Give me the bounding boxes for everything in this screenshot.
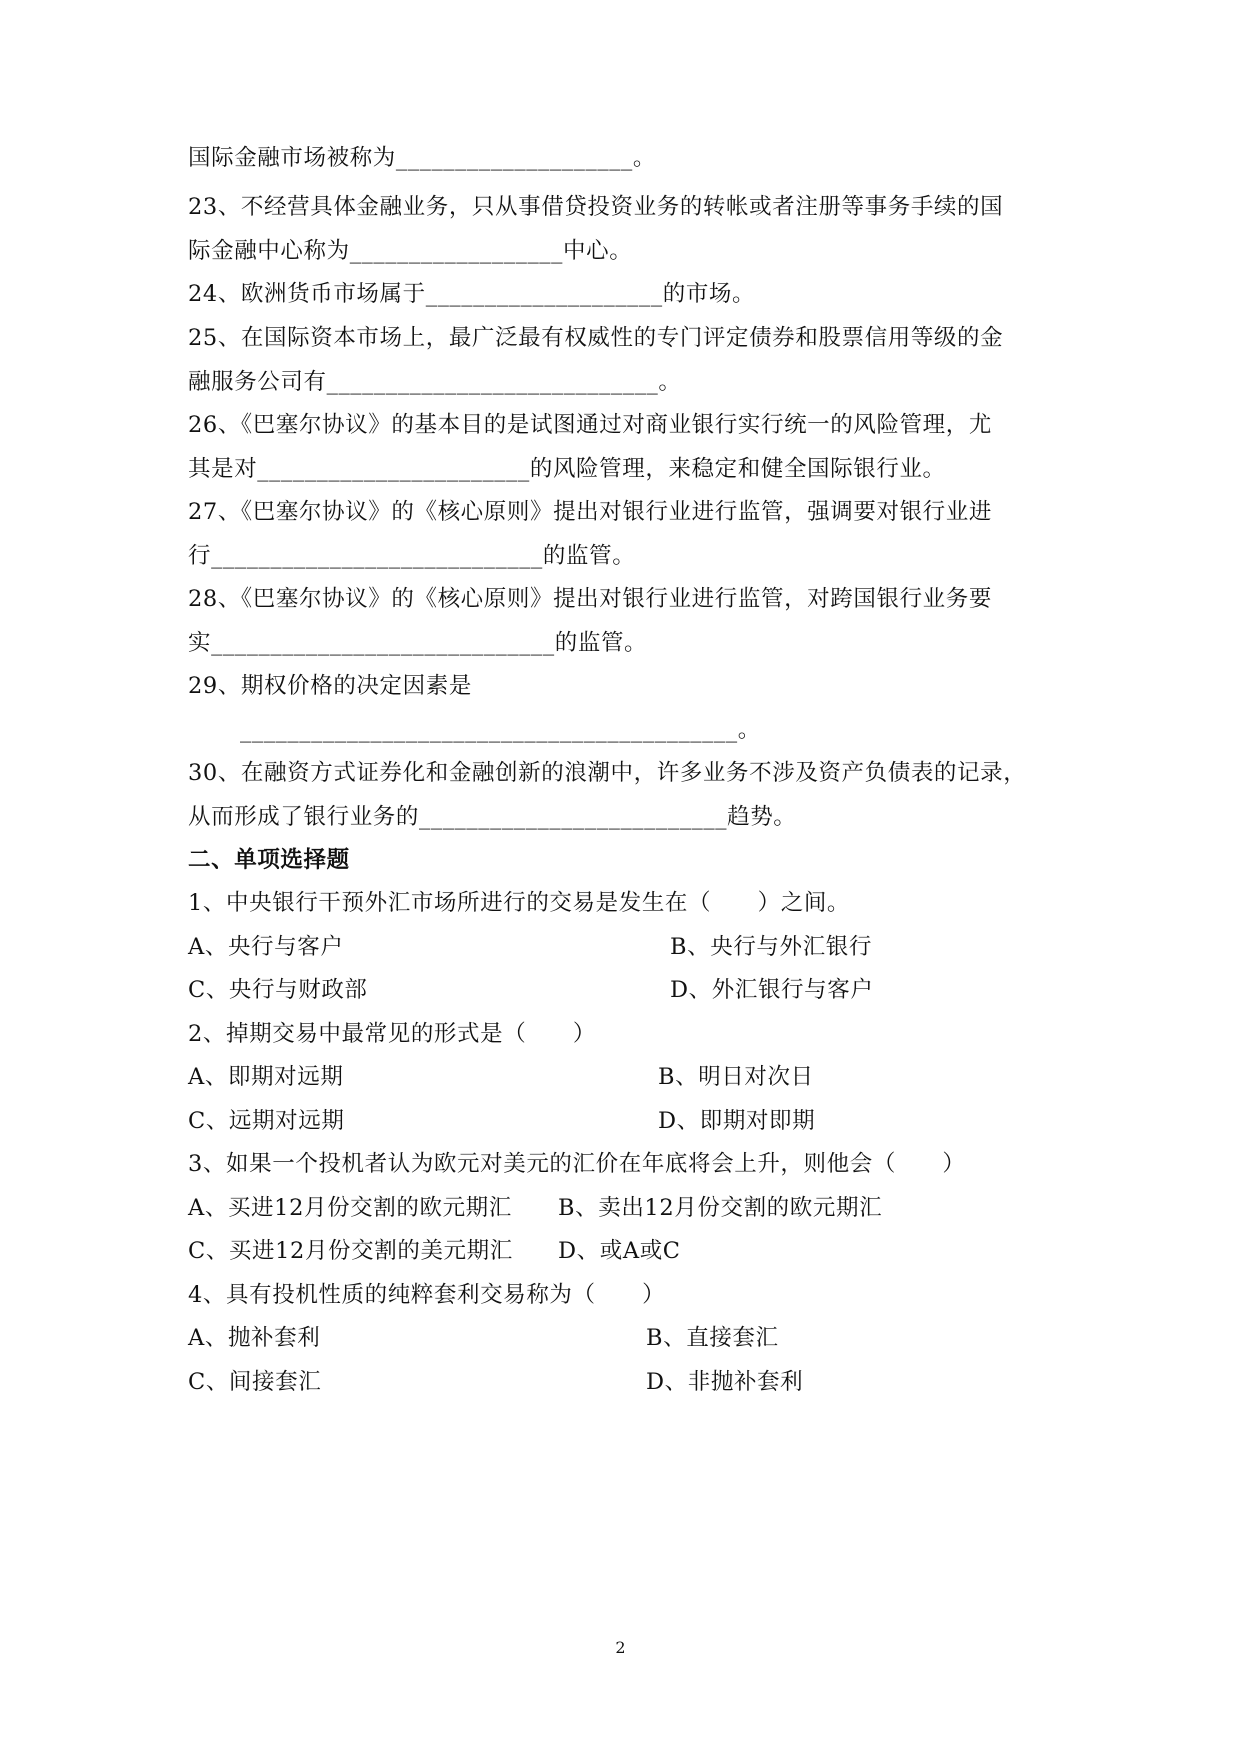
fill-in-line: 从而形成了银行业务的__________________________趋势。 — [188, 804, 797, 830]
option-b: B、央行与外汇银行 — [670, 934, 872, 960]
option-d: D、非抛补套利 — [646, 1369, 804, 1395]
option-a: A、即期对远期 — [188, 1064, 344, 1090]
fill-in-line: 28、《巴塞尔协议》的《核心原则》提出对银行业进行监管，对跨国银行业务要 — [188, 586, 992, 612]
fill-in-line: __________________________________________。 — [240, 717, 761, 743]
option-d: D、即期对即期 — [658, 1108, 816, 1134]
fill-in-line: 29、期权价格的决定因素是 — [188, 673, 472, 699]
question-stem: 2、掉期交易中最常见的形式是（ ） — [188, 1021, 596, 1047]
fill-in-line: 国际金融市场被称为____________________。 — [188, 145, 657, 171]
fill-in-line: 23、不经营具体金融业务，只从事借贷投资业务的转帐或者注册等事务手续的国 — [188, 194, 1004, 220]
option-d: D、或A或C — [558, 1238, 681, 1264]
option-a: A、抛补套利 — [188, 1325, 321, 1351]
fill-in-line: 24、欧洲货币市场属于____________________的市场。 — [188, 281, 756, 307]
fill-in-line: 融服务公司有____________________________。 — [188, 369, 682, 395]
fill-in-line: 其是对_______________________的风险管理，来稳定和健全国际银行业。 — [188, 456, 946, 482]
option-c: C、远期对远期 — [188, 1108, 345, 1134]
option-d: D、外汇银行与客户 — [670, 977, 874, 1003]
fill-in-line: 25、在国际资本市场上，最广泛最有权威性的专门评定债券和股票信用等级的金 — [188, 325, 1004, 351]
question-stem: 3、如果一个投机者认为欧元对美元的汇价在年底将会上升，则他会（ ） — [188, 1151, 966, 1177]
option-b: B、直接套汇 — [646, 1325, 779, 1351]
fill-in-line: 26、《巴塞尔协议》的基本目的是试图通过对商业银行实行统一的风险管理，尤 — [188, 412, 992, 438]
fill-in-line: 际金融中心称为__________________中心。 — [188, 238, 633, 264]
fill-in-line: 实_____________________________的监管。 — [188, 630, 648, 656]
option-b: B、明日对次日 — [658, 1064, 814, 1090]
fill-in-line: 30、在融资方式证券化和金融创新的浪潮中，许多业务不涉及资产负债表的记录， — [188, 760, 1027, 786]
option-c: C、间接套汇 — [188, 1369, 322, 1395]
question-stem: 1、中央银行干预外汇市场所进行的交易是发生在（ ）之间。 — [188, 890, 851, 916]
option-c: C、央行与财政部 — [188, 977, 368, 1003]
fill-in-line: 27、《巴塞尔协议》的《核心原则》提出对银行业进行监管，强调要对银行业进 — [188, 499, 992, 525]
page-number: 2 — [615, 1638, 626, 1657]
option-b: B、卖出12月份交割的欧元期汇 — [558, 1195, 883, 1221]
option-a: A、买进12月份交割的欧元期汇 — [188, 1195, 512, 1221]
question-stem: 4、具有投机性质的纯粹套利交易称为（ ） — [188, 1282, 666, 1308]
option-a: A、央行与客户 — [188, 934, 344, 960]
fill-in-line: 行____________________________的监管。 — [188, 543, 636, 569]
section-heading: 二、单项选择题 — [188, 847, 350, 873]
option-c: C、买进12月份交割的美元期汇 — [188, 1238, 513, 1264]
